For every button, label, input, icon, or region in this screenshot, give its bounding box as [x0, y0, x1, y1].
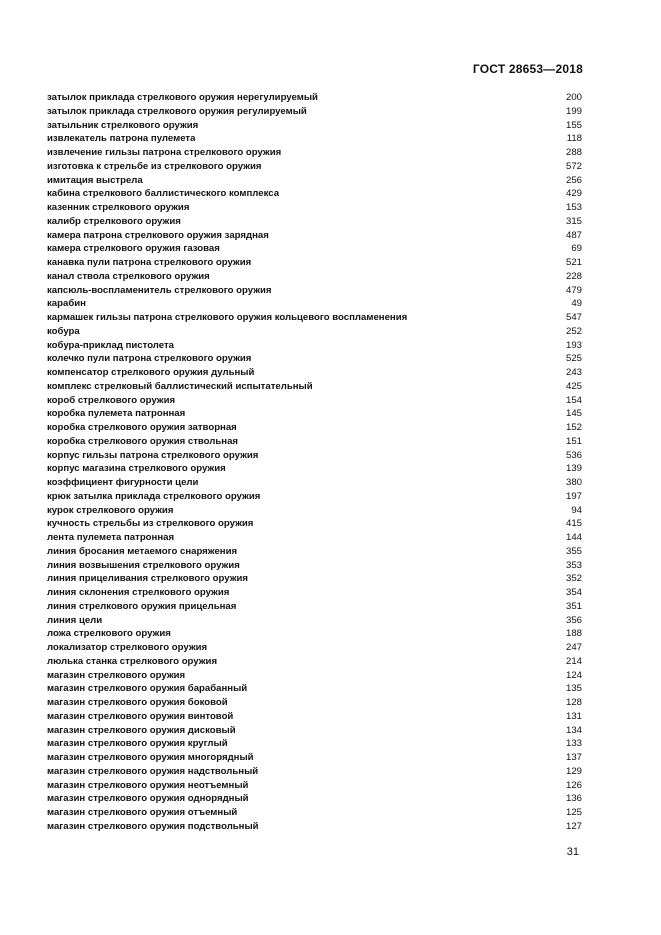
index-page-ref: 353	[565, 559, 582, 571]
index-page-ref: 136	[565, 793, 582, 805]
index-page-ref: 134	[565, 724, 582, 736]
index-term: колечко пули патрона стрелкового оружия	[47, 353, 252, 365]
index-entry	[47, 284, 582, 298]
index-entry	[47, 270, 582, 284]
index-page-ref: 125	[565, 807, 582, 818]
index-term: линия стрелкового оружия прицельная	[47, 600, 237, 612]
index-term: магазин стрелкового оружия однорядный	[47, 793, 249, 805]
index-page-ref: 131	[565, 710, 582, 722]
index-term: извлечение гильзы патрона стрелкового оружия	[47, 147, 282, 158]
index-term: компенсатор стрелкового оружия дульный	[47, 367, 255, 378]
index-entry	[47, 504, 582, 518]
index-page-ref: 129	[565, 765, 582, 777]
index-page-ref: 145	[565, 408, 582, 420]
index-entry	[47, 696, 582, 710]
index-page-ref: 256	[565, 174, 582, 186]
index-term: люлька станка стрелкового оружия	[47, 655, 218, 667]
index-term: корпус гильзы патрона стрелкового оружия	[47, 449, 259, 461]
index-page-ref: 479	[565, 284, 582, 296]
index-entry	[47, 531, 582, 545]
index-term: линия прицеливания стрелкового оружия	[47, 573, 249, 585]
index-entry	[47, 242, 582, 256]
index-term: комплекс стрелковый баллистический испытательный	[47, 380, 313, 392]
page-number: 31	[566, 846, 579, 858]
index-page-ref: 118	[566, 133, 582, 145]
index-entry	[47, 215, 582, 229]
index-page-ref: 247	[565, 642, 582, 653]
index-term: магазин стрелкового оружия неотъемный	[47, 779, 249, 791]
index-entry	[47, 765, 582, 779]
index-page-ref: 351	[565, 600, 582, 612]
index-entry	[47, 146, 582, 160]
index-page-ref: 572	[565, 160, 582, 172]
index-entry	[47, 421, 582, 435]
index-term: канавка пули патрона стрелкового оружия	[47, 257, 252, 268]
index-page-ref: 135	[565, 683, 582, 695]
index-term: магазин стрелкового оружия барабанный	[47, 683, 248, 695]
term-index-list	[47, 91, 582, 834]
index-page-ref: 126	[565, 779, 582, 791]
index-entry	[47, 490, 582, 504]
index-page-ref: 354	[565, 587, 582, 598]
index-entry	[47, 449, 582, 463]
index-entry	[47, 132, 582, 146]
index-page-ref: 199	[565, 105, 582, 117]
index-entry	[47, 229, 582, 243]
index-entry	[47, 545, 582, 559]
index-term: коробка стрелкового оружия ствольная	[47, 435, 239, 447]
index-entry	[47, 201, 582, 215]
index-entry	[47, 366, 582, 380]
index-term: крюк затылка приклада стрелкового оружия	[47, 490, 261, 502]
index-term: коробка стрелкового оружия затворная	[47, 422, 237, 433]
index-page-ref: 536	[565, 449, 582, 461]
index-entry	[47, 655, 582, 669]
index-entry	[47, 105, 582, 119]
index-page-ref: 124	[565, 669, 582, 681]
index-page-ref: 152	[565, 422, 582, 433]
index-page-ref: 137	[565, 752, 582, 763]
index-entry	[47, 256, 582, 270]
index-term: магазин стрелкового оружия	[47, 669, 186, 681]
index-entry	[47, 311, 582, 325]
index-entry	[47, 779, 582, 793]
index-term: кучность стрельбы из стрелкового оружия	[47, 518, 254, 530]
index-entry	[47, 724, 582, 738]
index-entry	[47, 476, 582, 490]
index-entry	[47, 187, 582, 201]
index-page-ref: 352	[565, 573, 582, 585]
index-entry	[47, 600, 582, 614]
index-page-ref: 127	[565, 820, 582, 832]
index-entry	[47, 297, 582, 311]
index-entry	[47, 669, 582, 683]
index-page-ref: 288	[565, 147, 582, 158]
index-term: магазин стрелкового оружия круглый	[47, 738, 228, 750]
index-page-ref: 155	[565, 119, 582, 131]
index-entry	[47, 352, 582, 366]
index-term: кобура	[47, 325, 80, 337]
index-term: магазин стрелкового оружия отъемный	[47, 807, 238, 818]
index-entry	[47, 517, 582, 531]
index-term: магазин стрелкового оружия винтовой	[47, 710, 234, 722]
index-term: камера патрона стрелкового оружия зарядная	[47, 229, 269, 241]
index-term: линия цели	[47, 614, 103, 626]
index-entry	[47, 627, 582, 641]
index-term: ложа стрелкового оружия	[47, 628, 171, 640]
index-term: кобура-приклад пистолета	[47, 339, 175, 351]
index-page-ref: 197	[565, 490, 582, 502]
index-entry	[47, 407, 582, 421]
index-term: извлекатель патрона пулемета	[47, 133, 196, 145]
index-page-ref: 521	[565, 257, 582, 268]
index-entry	[47, 572, 582, 586]
index-page-ref: 151	[565, 435, 582, 447]
index-page-ref: 200	[565, 92, 582, 103]
index-term: лента пулемета патронная	[47, 532, 175, 543]
index-page-ref: 94	[571, 504, 582, 516]
index-term: коэффициент фигурности цели	[47, 477, 199, 488]
index-term: казенник стрелкового оружия	[47, 202, 190, 213]
index-term: карабин	[47, 298, 86, 310]
index-term: магазин стрелкового оружия подствольный	[47, 820, 259, 832]
index-term: изготовка к стрельбе из стрелкового оружия	[47, 160, 262, 172]
index-entry	[47, 641, 582, 655]
index-term: короб стрелкового оружия	[47, 394, 176, 406]
index-term: магазин стрелкового оружия надствольный	[47, 765, 259, 777]
index-page-ref: 214	[565, 655, 582, 667]
index-page-ref: 139	[565, 463, 582, 475]
index-entry	[47, 614, 582, 628]
index-term: магазин стрелкового оружия многорядный	[47, 752, 254, 763]
index-entry	[47, 806, 582, 820]
index-page-ref: 49	[571, 298, 582, 310]
index-term: капсюль-воспламенитель стрелкового оружия	[47, 284, 272, 296]
index-page-ref: 525	[565, 353, 582, 365]
index-term: коробка пулемета патронная	[47, 408, 186, 420]
index-term: затылок приклада стрелкового оружия нерегулируемый	[47, 92, 318, 103]
index-page-ref: 356	[565, 614, 582, 626]
index-term: курок стрелкового оружия	[47, 504, 174, 516]
index-page-ref: 415	[565, 518, 582, 530]
index-page-ref: 315	[565, 215, 582, 227]
index-entry	[47, 91, 582, 105]
index-entry	[47, 380, 582, 394]
index-page-ref: 69	[571, 243, 582, 255]
index-entry	[47, 462, 582, 476]
index-page-ref: 425	[565, 380, 582, 392]
index-entry	[47, 160, 582, 174]
index-term: кабина стрелкового баллистического комплекса	[47, 188, 280, 200]
index-page-ref: 252	[565, 325, 582, 337]
index-term: корпус магазина стрелкового оружия	[47, 463, 226, 475]
index-term: линия бросания метаемого снаряжения	[47, 545, 238, 557]
index-entry	[47, 737, 582, 751]
index-entry	[47, 339, 582, 353]
index-page-ref: 154	[565, 394, 582, 406]
index-term: кармашек гильзы патрона стрелкового оружия кольцевого воспламенения	[47, 312, 408, 323]
index-entry	[47, 119, 582, 133]
index-entry	[47, 559, 582, 573]
index-entry	[47, 325, 582, 339]
index-page-ref: 429	[565, 188, 582, 200]
index-page-ref: 380	[565, 477, 582, 488]
index-entry	[47, 174, 582, 188]
index-page-ref: 193	[565, 339, 582, 351]
index-page-ref: 228	[565, 270, 582, 282]
index-term: затыльник стрелкового оружия	[47, 119, 199, 131]
index-term: магазин стрелкового оружия дисковый	[47, 724, 236, 736]
index-page-ref: 547	[565, 312, 582, 323]
index-term: канал ствола стрелкового оружия	[47, 270, 210, 282]
index-term: магазин стрелкового оружия боковой	[47, 697, 228, 708]
index-term: имитация выстрела	[47, 174, 143, 186]
index-page-ref: 188	[565, 628, 582, 640]
index-term: линия возвышения стрелкового оружия	[47, 559, 240, 571]
index-entry	[47, 394, 582, 408]
index-page-ref: 128	[565, 697, 582, 708]
index-entry	[47, 435, 582, 449]
index-page-ref: 133	[565, 738, 582, 750]
index-entry	[47, 751, 582, 765]
index-term: линия склонения стрелкового оружия	[47, 587, 230, 598]
document-code: ГОСТ 28653—2018	[472, 62, 583, 76]
index-term: локализатор стрелкового оружия	[47, 642, 208, 653]
index-entry	[47, 586, 582, 600]
index-term: камера стрелкового оружия газовая	[47, 243, 220, 255]
index-entry	[47, 710, 582, 724]
index-page-ref: 144	[565, 532, 582, 543]
index-entry	[47, 792, 582, 806]
index-page-ref: 243	[565, 367, 582, 378]
index-term: калибр стрелкового оружия	[47, 215, 181, 227]
index-entry	[47, 682, 582, 696]
index-entry	[47, 820, 582, 834]
index-page-ref: 153	[565, 202, 582, 213]
index-page-ref: 487	[565, 229, 582, 241]
index-term: затылок приклада стрелкового оружия регулируемый	[47, 105, 307, 117]
index-page-ref: 355	[565, 545, 582, 557]
